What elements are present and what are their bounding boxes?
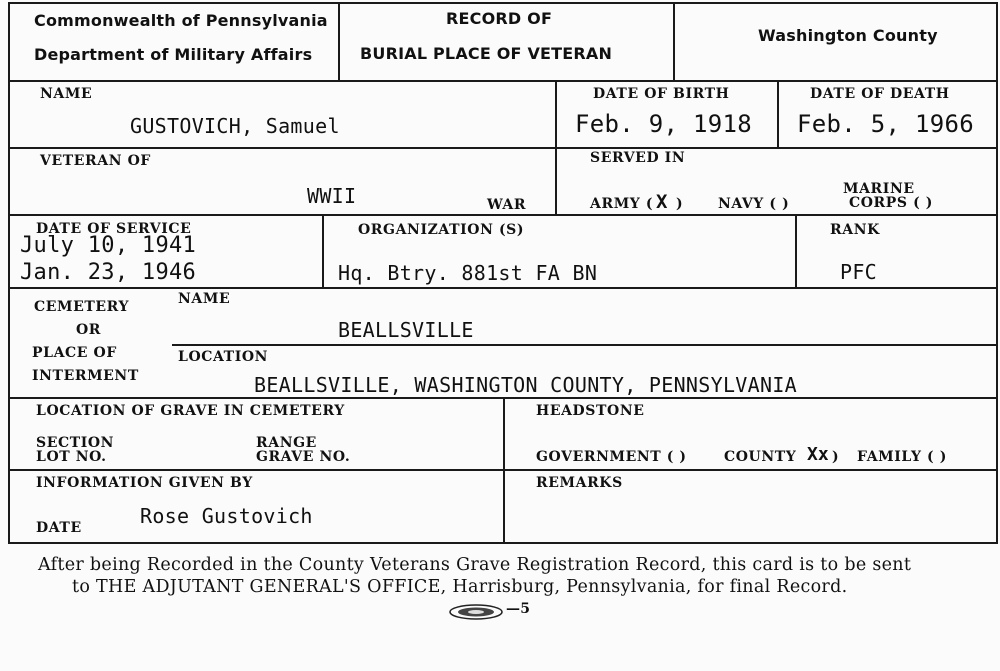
war-value: WWII [307,184,357,208]
marine-label-1: MARINE [843,181,915,197]
header-col-2 [673,2,675,82]
army-close: ) [676,196,684,212]
footer-instruction-line-1: After being Recorded in the County Veterans Grave Registration Record, this card is to be sent [38,555,912,575]
headstone-label: HEADSTONE [536,403,645,419]
org-line-2: Department of Military Affairs [34,45,313,64]
form-title-line-2: BURIAL PLACE OF VETERAN [360,44,613,63]
cemetery-name-value: BEALLSVILLE [338,318,474,342]
lot-label: LOT NO. [36,449,107,465]
top-border [8,2,998,4]
headstone-county-close: ) [832,449,840,465]
section-label: SECTION [36,435,115,451]
service-end-date: Jan. 23, 1946 [20,260,197,285]
headstone-county-label: COUNTY [724,449,797,465]
information-given-by-label: INFORMATION GIVEN BY [36,475,253,491]
divider-header [8,80,998,82]
divider-location-sub [172,344,998,346]
headstone-family-label: FAMILY ( ) [857,449,947,465]
service-col-2 [795,214,797,287]
date-of-death-label: DATE OF DEATH [810,86,950,102]
veteran-name: GUSTOVICH, Samuel [130,114,340,138]
war-label: WAR [487,197,527,213]
date-of-birth: Feb. 9, 1918 [575,110,752,138]
service-col-1 [322,214,324,287]
cemetery-location-value: BEALLSVILLE, WASHINGTON COUNTY, PENNSYLVANIA [254,373,798,397]
organization-label: ORGANIZATION (S) [358,222,525,238]
rank-value: PFC [840,260,878,284]
cemetery-label-3: PLACE OF [32,345,117,361]
army-label: ARMY ( [590,196,654,212]
date-of-birth-label: DATE OF BIRTH [593,86,730,102]
range-label: RANGE [256,435,317,451]
cemetery-label-2: OR [76,322,102,338]
navy-label: NAVY ( ) [718,196,790,212]
divider-info-row [8,542,998,544]
divider-veteran-row [8,214,998,216]
grave-location-label: LOCATION OF GRAVE IN CEMETERY [36,403,345,419]
org-line-1: Commonwealth of Pennsylvania [34,11,328,30]
cemetery-label-4: INTERMENT [32,368,139,384]
printer-ornament-icon [448,603,504,626]
remarks-label: REMARKS [536,475,623,491]
grave-number-label: GRAVE NO. [256,449,351,465]
date-label: DATE [36,520,82,536]
marine-label-2: CORPS ( ) [849,195,934,211]
service-start-date: July 10, 1941 [20,233,197,258]
form-title-line-1: RECORD OF [446,9,553,28]
served-in-label: SERVED IN [590,150,686,166]
rank-label: RANK [830,222,880,238]
cemetery-name-label: NAME [178,291,231,307]
county-heading: Washington County [758,26,938,45]
army-check-mark: X [656,191,668,213]
headstone-government-label: GOVERNMENT ( ) [536,449,687,465]
divider-service-row [8,287,998,289]
organization-value: Hq. Btry. 881st FA BN [338,261,598,285]
cemetery-location-label: LOCATION [178,349,269,365]
date-of-service-label: DATE OF SERVICE [36,221,192,237]
form-number: —5 [506,601,531,617]
header-col-1 [338,2,340,82]
headstone-county-check-mark: Xx [807,444,829,465]
veteran-of-label: VETERAN OF [40,153,151,169]
divider-name-row [8,147,998,149]
name-label: NAME [40,86,93,102]
footer-instruction-line-2: to THE ADJUTANT GENERAL'S OFFICE, Harrisburg, Pennsylvania, for final Record. [72,577,848,597]
name-col-2 [777,80,779,147]
right-border [996,2,998,544]
information-given-by-value: Rose Gustovich [140,504,313,528]
date-of-death: Feb. 5, 1966 [797,110,974,138]
grave-col [503,397,505,542]
left-border [8,2,10,544]
cemetery-label-1: CEMETERY [34,299,130,315]
name-col-1 [555,80,557,214]
